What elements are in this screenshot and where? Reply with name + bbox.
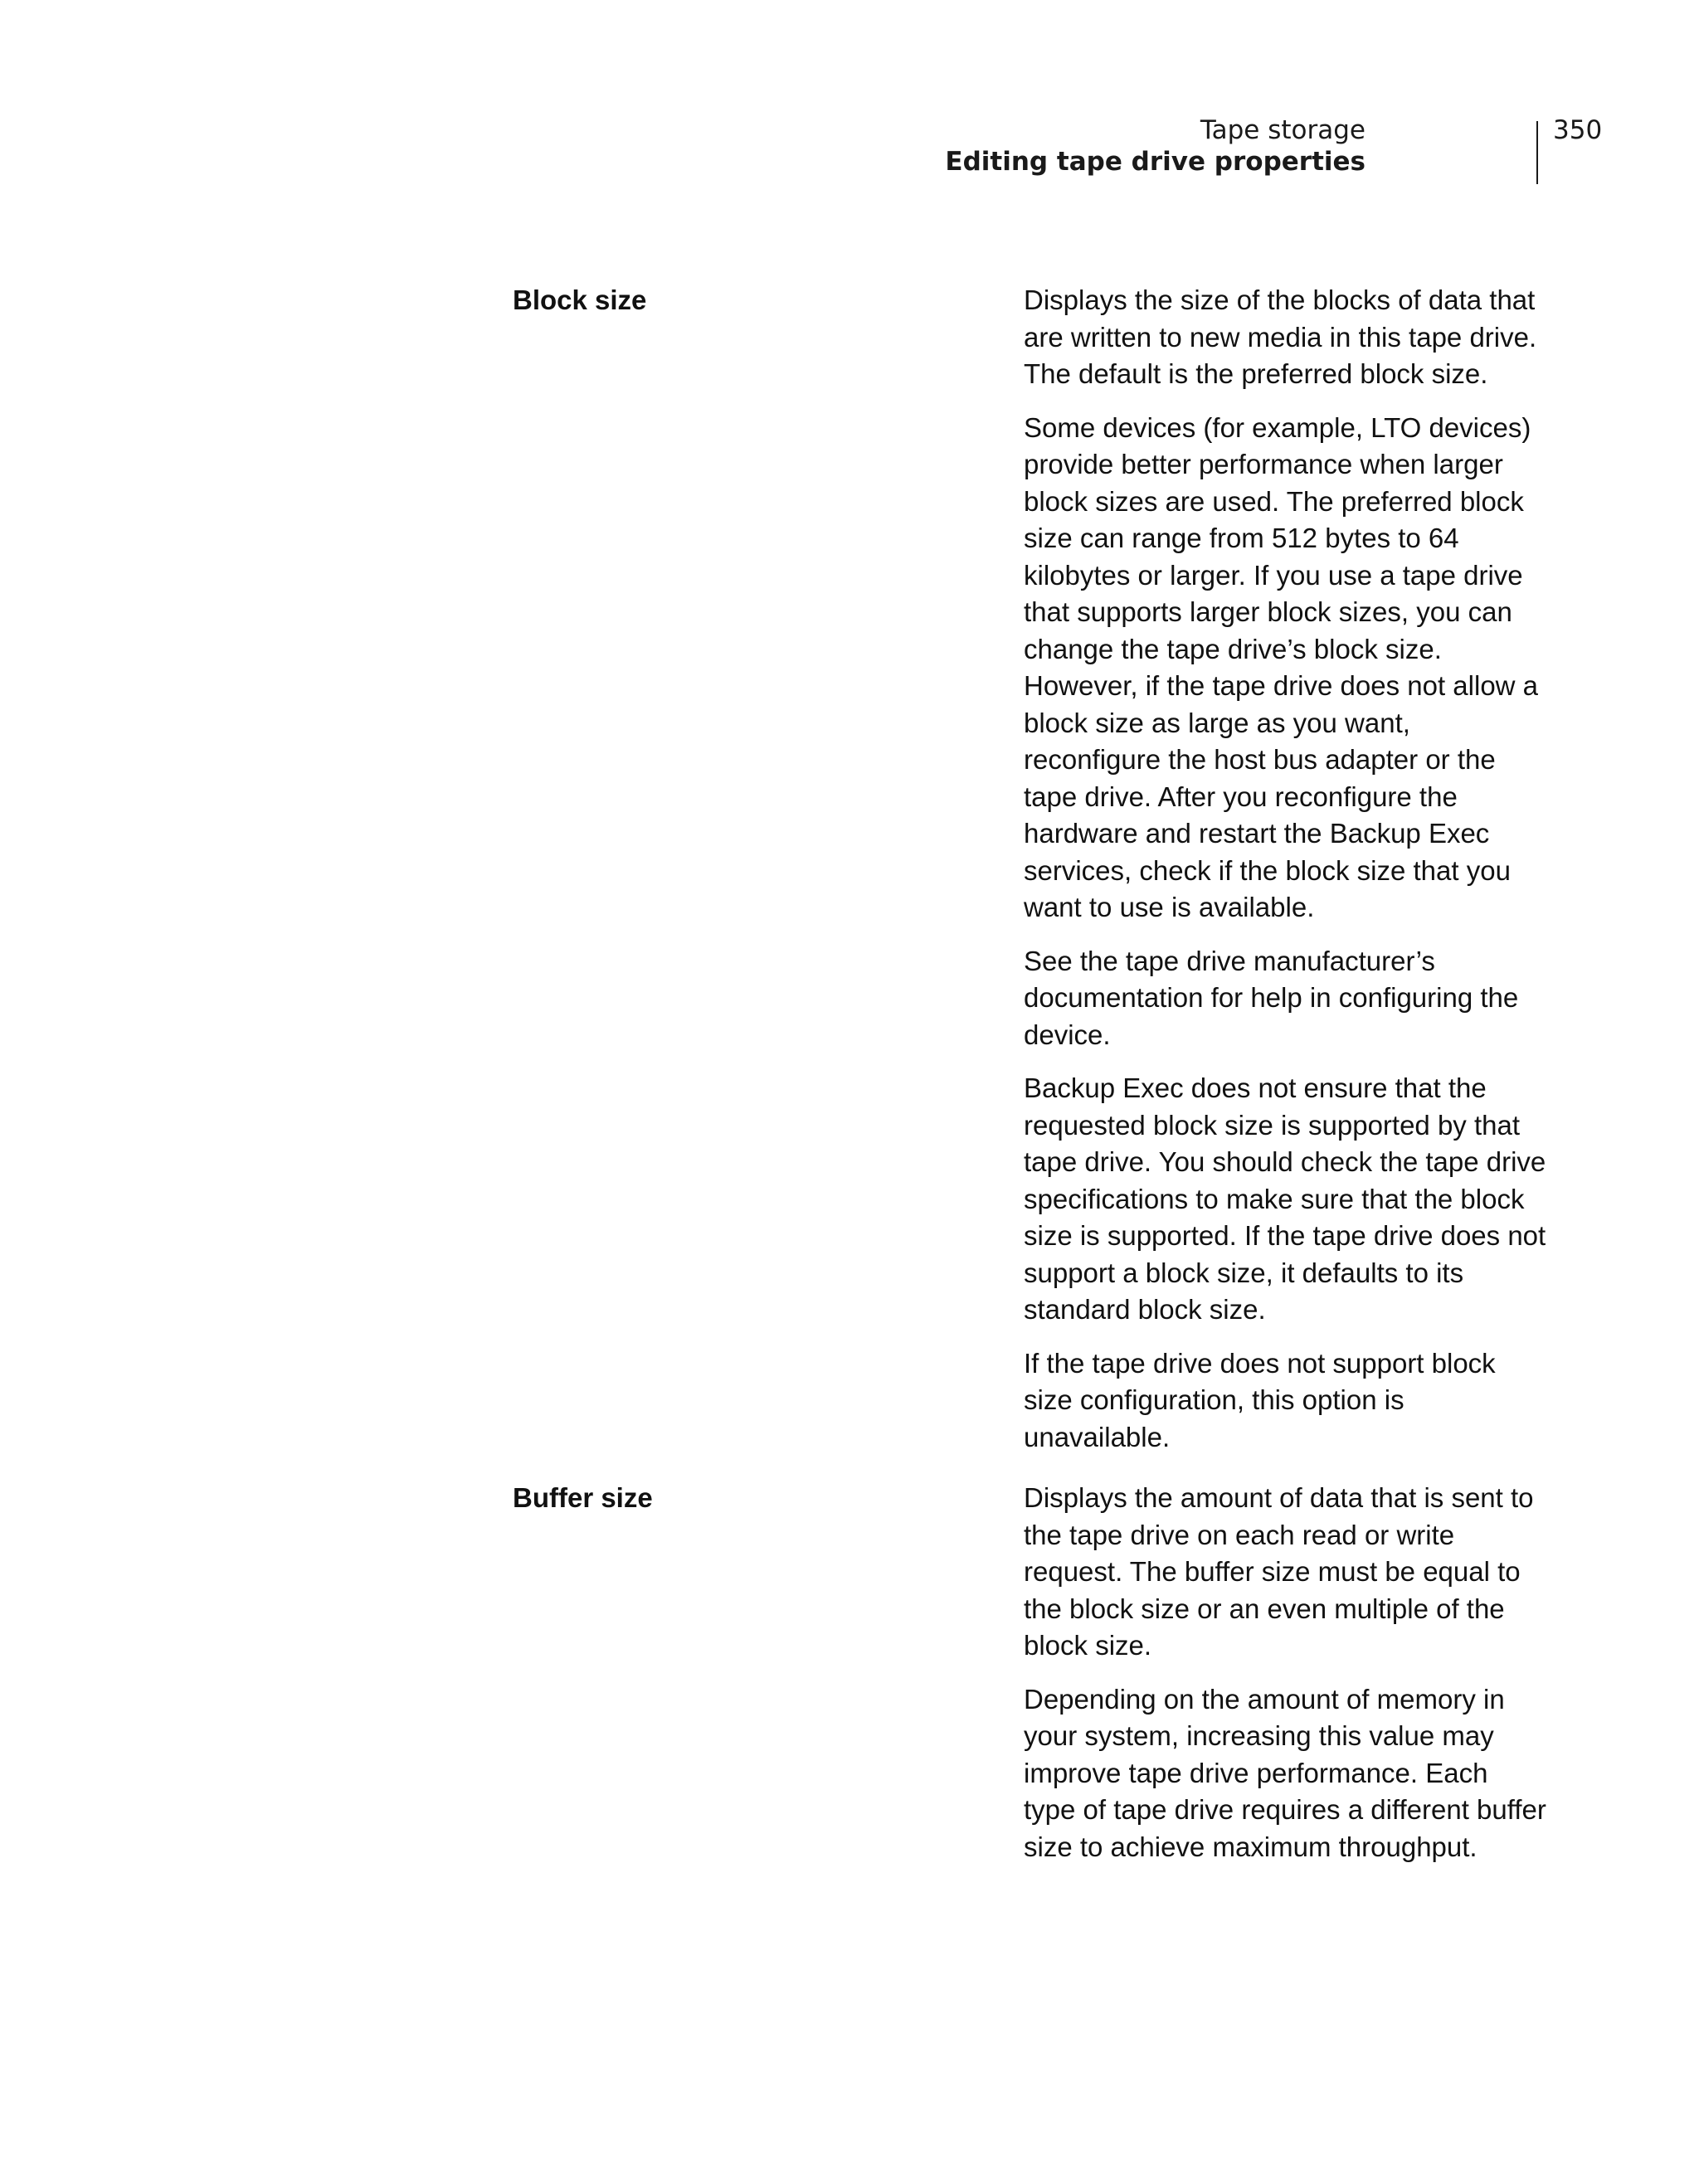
header-divider	[1536, 121, 1538, 184]
description-paragraph: If the tape drive does not support block size configuration, this option is unavailable.	[1024, 1347, 1496, 1452]
property-description	[1024, 1480, 1546, 1882]
page-number: 350	[1553, 115, 1603, 145]
section-title: Editing tape drive properties	[945, 147, 1366, 177]
property-term: Block size	[513, 285, 647, 315]
property-description	[1024, 282, 1546, 1472]
running-header	[945, 114, 1603, 184]
header-text	[945, 114, 1366, 178]
chapter-name: Tape storage	[1200, 115, 1366, 145]
description-paragraph: Backup Exec does not ensure that the requested block size is supported by that tape drive. You should check the tape drive specifications to make sure that the block size is supported. If the tape drive does not support a block size, it defaults to its standard block size.	[1024, 1073, 1546, 1325]
property-term: Buffer size	[513, 1482, 653, 1513]
description-paragraph: See the tape drive manufacturer’s documentation for help in configuring the device.	[1024, 945, 1519, 1050]
description-paragraph: Some devices (for example, LTO devices) provide better performance when larger block sizes are used. The preferred block size can range from 512 bytes to 64 kilobytes or larger. If you use a tape drive that supports larger block sizes, you can change the tape drive’s block size. However, if the tape drive does not allow a block size as large as you want, reconfigure the host bus adapter or the tape drive. After you reconfigure the hardware and restart the Backup Exec services, check if the block size that you want to use is available.	[1024, 411, 1539, 922]
description-paragraph: Depending on the amount of memory in your system, increasing this value may improve tape drive performance. Each type of tape drive requires a different buffer size to achieve maximum throughput.	[1024, 1683, 1546, 1862]
description-paragraph: Displays the amount of data that is sent to the tape drive on each read or write request. The buffer size must be equal to the block size or an even multiple of the block size.	[1024, 1482, 1534, 1661]
description-paragraph: Displays the size of the blocks of data that are written to new media in this tape drive. The default is the preferred block size.	[1024, 285, 1537, 389]
